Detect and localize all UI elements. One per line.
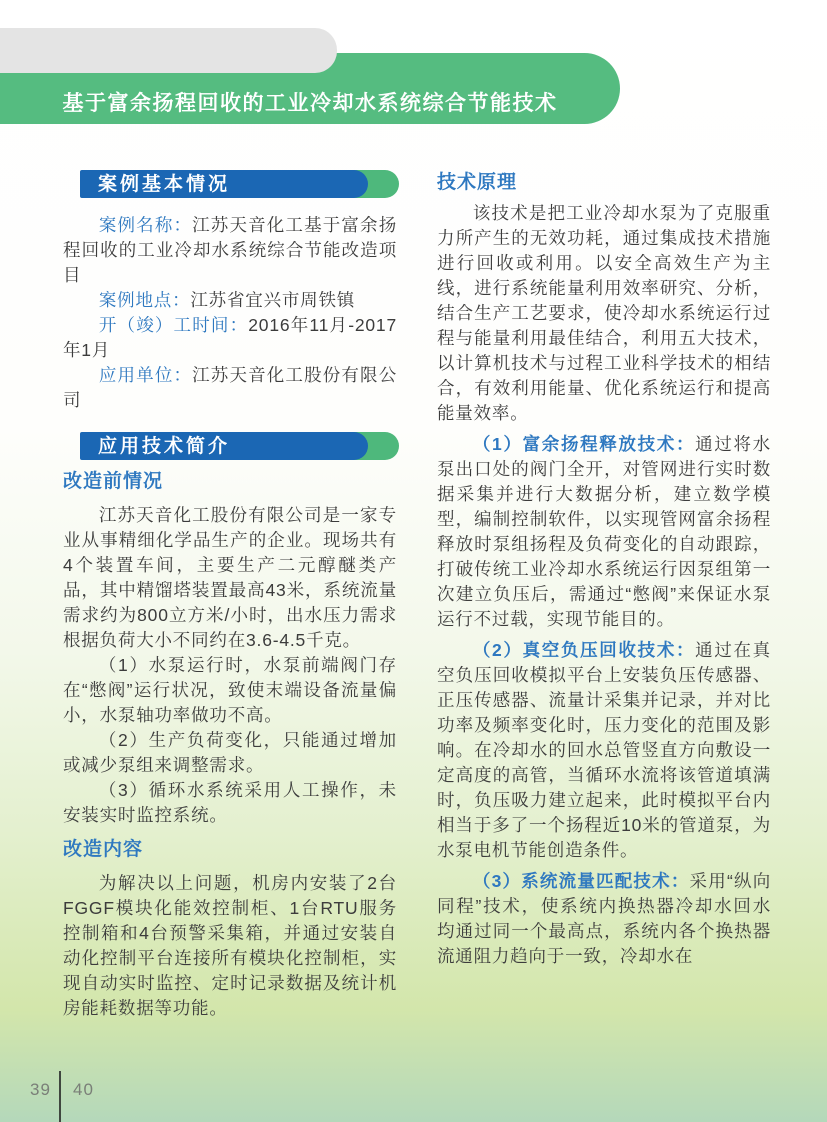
before-retrofit-point-1: （1）水泵运行时，水泵前端阀门存在“憋阀”运行状况，致使末端设备流量偏小，水泵轴功率做功不高。 xyxy=(63,655,397,725)
section-banner-tech-intro xyxy=(80,432,368,460)
tech-item-body: 通过在真空负压回收模拟平台上安装负压传感器、正压传感器、流量计采集并记录，并对比功率及频率变化时，压力变化的范围及影响。在冷却水的回水总管竖直方向敷设一定高度的高管，当循环水流将该管道填满时，负压吸力建立起来，此时模拟平台内相当于多了一个扬程近10米的管道泵，为水泵电机节能创造条件。 xyxy=(437,640,771,860)
before-retrofit-point-3: （3）循环水系统采用人工操作，未安装实时监控系统。 xyxy=(63,780,397,825)
tech-item-body: 通过将水泵出口处的阀门全开，对管网进行实时数据采集并进行大数据分析，建立数学模型，编制控制软件，以实现管网富余扬程释放时泵组扬程及负荷变化的自动跟踪，打破传统工业冷却水系统运行因泵组第一次建立负压后，需通过“憋阀”来保证水泵运行不过载，实现节能目的。 xyxy=(437,434,771,629)
right-column xyxy=(437,170,771,969)
tech-item-lead: （3）系统流量匹配技术： xyxy=(472,871,690,891)
case-field-company xyxy=(63,363,397,413)
tech-item-3 xyxy=(437,869,771,969)
subheading-before-retrofit: 改造前情况 xyxy=(63,471,164,492)
field-label: 案例名称： xyxy=(98,215,193,235)
case-field-location xyxy=(63,288,397,313)
case-field-name xyxy=(63,213,397,288)
case-info-fields xyxy=(63,213,397,413)
before-retrofit-point-2: （2）生产负荷变化，只能通过增加或减少泵组来调整需求。 xyxy=(63,730,397,775)
heading-tech-principle: 技术原理 xyxy=(437,172,518,193)
page-title: 基于富余扬程回收的工业冷却水系统综合节能技术 xyxy=(62,91,558,115)
tech-item-lead: （2）真空负压回收技术： xyxy=(472,640,696,660)
tech-principle-intro: 该技术是把工业冷却水泵为了克服重力所产生的无效功耗，通过集成技术措施进行回收或利用。以安全高效生产为主线，进行系统能量利用效率研究、分析，结合生产工艺要求，使冷却水系统运行过程与能量利用最佳结合，利用五大技术，以计算机技术与过程工业科学技术的相结合，有效利用能量、优化系统运行和提高能量效率。 xyxy=(437,203,771,423)
section-banner-label: 案例基本情况 xyxy=(80,170,368,198)
retrofit-content-paragraph: 为解决以上问题，机房内安装了2台FGGF模块化能效控制柜、1台RTU服务控制箱和4台预警采集箱，并通过安装自动化控制平台连接所有模块化控制柜，实现自动实时监控、定时记录数据及统计机房能耗数据等功能。 xyxy=(63,873,397,1018)
field-label: 开（竣）工时间： xyxy=(98,315,249,335)
tech-item-body: 采用“纵向同程”技术，使系统内换热器冷却水回水均通过同一个最高点，系统内各个换热器流通阻力趋向于一致，冷却水在 xyxy=(437,871,771,966)
page-number-divider xyxy=(59,1071,61,1122)
field-value: 2016年11月-2017年1月 xyxy=(63,315,397,360)
case-field-dates xyxy=(63,313,397,363)
subheading-retrofit-content: 改造内容 xyxy=(63,839,144,860)
section-banner-case-info xyxy=(80,170,368,198)
tech-item-lead: （1）富余扬程释放技术： xyxy=(472,434,696,454)
field-label: 案例地点： xyxy=(98,290,191,310)
tech-item-1 xyxy=(437,432,771,632)
field-value: 江苏省宜兴市周铁镇 xyxy=(190,290,356,310)
before-retrofit-paragraph: 江苏天音化工股份有限公司是一家专业从事精细化学品生产的企业。现场共有4个装置车间，主要生产二元醇醚类产品，其中精馏塔装置最高43米，系统流量需求约为800立方米/小时，出水压力需求根据负荷大小不同约在3.6-4.5千克。 xyxy=(63,505,397,650)
section-banner-label: 应用技术简介 xyxy=(80,432,368,460)
field-label: 应用单位： xyxy=(98,365,193,385)
header-gray-band xyxy=(0,28,337,73)
page-number-left: 39 xyxy=(30,1080,51,1099)
field-value: 江苏天音化工基于富余扬程回收的工业冷却水系统综合节能改造项目 xyxy=(63,215,397,285)
page-number-right: 40 xyxy=(73,1080,94,1099)
left-column xyxy=(63,170,397,1021)
field-value: 江苏天音化工股份有限公司 xyxy=(63,365,397,410)
tech-item-2 xyxy=(437,638,771,863)
